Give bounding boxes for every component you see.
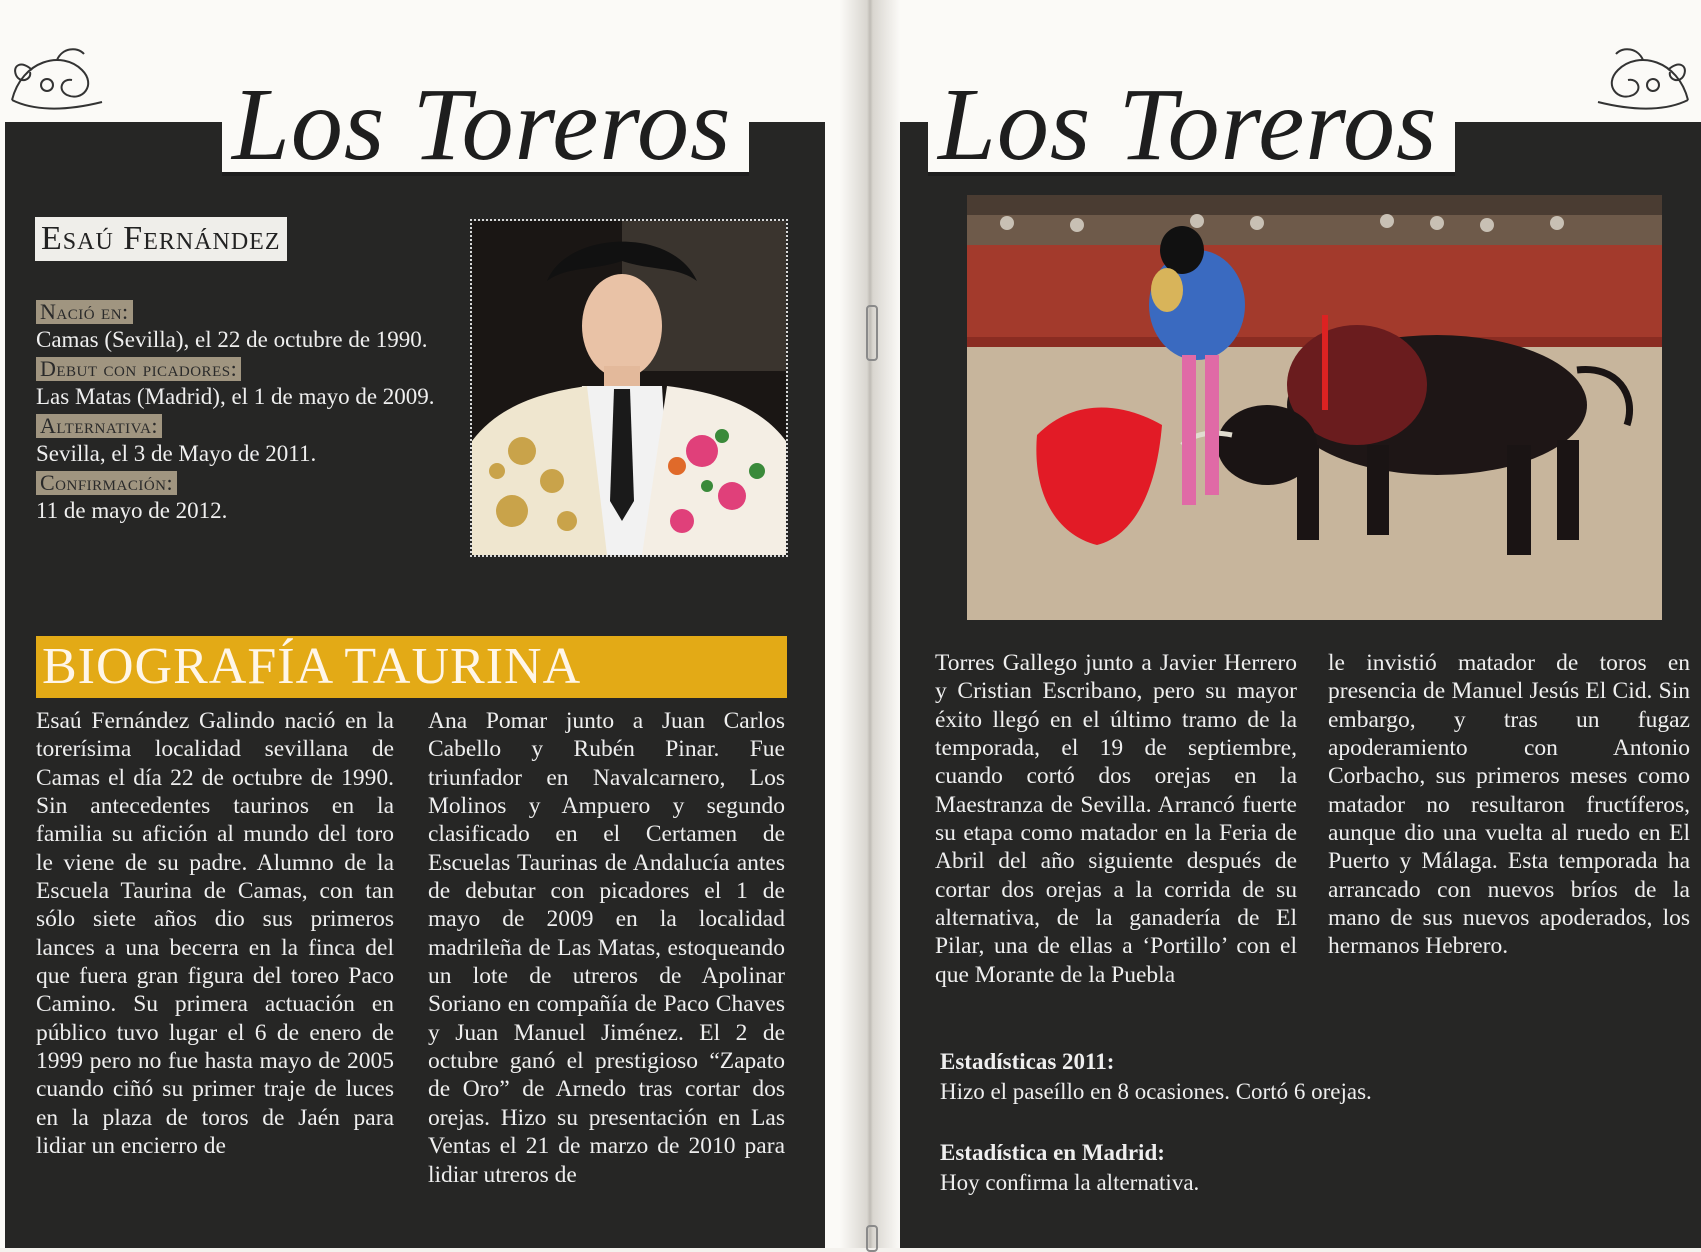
info-label: Alternativa: — [36, 414, 162, 438]
info-label: Debut con picadores: — [36, 357, 241, 381]
stats-heading: Estadística en Madrid: — [940, 1140, 1165, 1165]
stats-heading: Estadísticas 2011: — [940, 1049, 1115, 1074]
biography-column-2: Ana Pomar junto a Juan Carlos Cabello y Rubén Pinar. Fue triunfador en Navalcarnero, Los Molinos y Ampuero y segundo clasificado en el Certamen de Escuelas Taurinas de Andalucía antes de debutar con picadores el 1 de mayo de 2009 en la localidad madrileña de Las Matas, estoqueando un lote de utreros de Apolinar Soriano en compañía de Paco Chaves y Juan Manuel Jiménez. El 2 de octubre ganó el prestigioso “Zapato de Oro” de Arnedo tras cortar dos orejas. Hizo su presentación en Las Ventas el 21 de marzo de 2010 para lidiar utreros de — [428, 708, 785, 1188]
stats-text: Hizo el paseíllo en 8 ocasiones. Cortó 6 orejas. — [940, 1079, 1372, 1104]
bullfight-photo — [967, 195, 1662, 620]
stats-text: Hoy confirma la alternativa. — [940, 1170, 1200, 1195]
page-gutter — [840, 0, 900, 1248]
page-title: Los Toreros — [928, 78, 1455, 176]
biography-column-1: Esaú Fernández Galindo nació en la torerísima localidad sevillana de Camas el día 22 de octubre de 1990. Sin antecedentes taurinos en la familia su afición al mundo del toro le viene de su padre. Alumno de la Escuela Taurina de Camas, con tan sólo siete años dio sus primeros lances a una becerra en la finca del que fuera gran figura del toreo Paco Camino. Su primera actuación en público tuvo lugar el 6 de enero de 1999 pero no fue hasta mayo de 2005 cuando ciñó su primer traje de luces en la plaza de toros de Jaén para lidiar un encierro de — [36, 708, 394, 1160]
info-confirmacion — [36, 469, 448, 525]
torero-name: Esaú Fernández — [35, 217, 287, 261]
torero-portrait-photo — [470, 219, 788, 557]
info-label: Nació en: — [36, 300, 133, 324]
info-value: Sevilla, el 3 de Mayo de 2011. — [36, 441, 317, 466]
biography-column-4: le invistió matador de toros en presencia de Manuel Jesús El Cid. Sin embargo, y tras un fugaz apoderamiento con Antonio Corbacho, sus primeros meses como matador no resultaron fructíferos, aunque dio una vuelta al ruedo en El Puerto y Málaga. Esta temporada ha arrancado con nuevos bríos de la mano de sus nuevos apoderados, los hermanos Hebrero. — [1328, 650, 1690, 960]
info-birth — [36, 298, 448, 354]
ornament-flourish-icon — [2, 40, 112, 120]
staple — [866, 305, 878, 361]
info-debut — [36, 355, 448, 411]
biography-column-3: Torres Gallego junto a Javier Herrero y Cristian Escribano, pero su mayor éxito llegó en el último tramo de la temporada, el 19 de septiembre, cuando cortó dos orejas en la Maestranza de Sevilla. Arrancó fuerte su etapa como matador en la Feria de Abril del año siguiente después de cortar dos orejas a la corrida de su alternativa, de la ganadería de El Pilar, una de ellas a ‘Portillo’ con el que Morante de la Puebla — [935, 650, 1297, 988]
torero-info — [36, 298, 448, 526]
section-heading: BIOGRAFÍA TAURINA — [36, 636, 787, 698]
info-value: Camas (Sevilla), el 22 de octubre de 1990. — [36, 327, 428, 352]
info-alternativa — [36, 412, 448, 468]
stats-madrid — [940, 1138, 1199, 1198]
stats-2011 — [940, 1047, 1372, 1107]
page-title: Los Toreros — [222, 78, 749, 176]
ornament-flourish-icon — [1588, 40, 1698, 120]
info-label: Confirmación: — [36, 471, 177, 495]
info-value: Las Matas (Madrid), el 1 de mayo de 2009. — [36, 384, 435, 409]
info-value: 11 de mayo de 2012. — [36, 498, 228, 523]
